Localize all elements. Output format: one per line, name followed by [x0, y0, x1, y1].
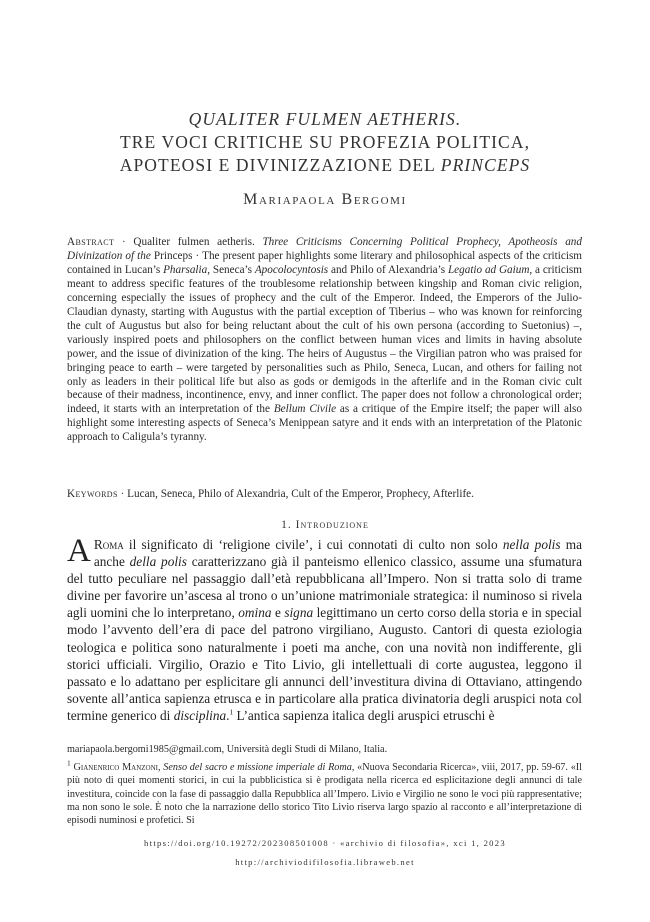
- keywords-label: Keywords: [67, 488, 118, 500]
- title-line-1: QUALITER FULMEN AETHERIS.: [188, 109, 462, 129]
- body-p2: nella polis: [502, 537, 561, 552]
- drop-cap: A: [67, 533, 91, 569]
- abstract-english-title: Three Criticisms Concerning Political Prophecy, Apotheosis and Divinization of the: [67, 236, 582, 262]
- abstract-t6: , Seneca’s: [207, 263, 255, 276]
- article-title: [60, 108, 590, 177]
- body-p3: ma anche: [93, 537, 582, 570]
- body-p9: legittimano un certo corso della storia e in special modo l’avvento dell’era di pace del patrono virgiliano, Augusto. Cantori di questa eziologia teologica e politica sono naturalmente i poeti ma anche, con una novità non indifferente, gli storici ufficiali. Virgilio, Orazio e Tito Livio, gli intellettuali di corte augustea, leggono il passato e lo adattano per esplicitare gli annunci dell’investitura divina di Ottaviano, attingendo sovente all’antica sapienza etrusca e in particolare alla pratica divinatoria degli aruspici nota col termine generico di: [67, 605, 582, 723]
- footnote-ref-1[interactable]: 1: [229, 707, 234, 717]
- abstract-t4: · The present paper highlights some literary and philosophical aspects of the criticism contained in Lucan’s: [67, 249, 583, 276]
- keywords: [67, 487, 582, 501]
- body-p12: L’antica sapienza italica degli aruspici etruschi è: [233, 707, 495, 723]
- title-line-3-text: APOTEOSI E DIVINIZZAZIONE DEL: [119, 155, 441, 175]
- body-p8: signa: [284, 605, 314, 621]
- contact-footnote: mariapaola.bergomi1985@gmail.com, Università degli Studi di Milano, Italia.: [67, 744, 388, 755]
- abstract-t8: and Philo of Alexandria’s: [328, 263, 448, 276]
- section-heading: 1. Introduzione: [281, 519, 369, 531]
- abstract-t12: as a critique of the Empire itself; the paper will also highlight some interesting aspects of Seneca’s Menippean satyre and it ends with an interpretation of the Platonic approach to Caligula’s tyranny.: [67, 403, 582, 444]
- footnote-1-title: Senso del sacro e missione imperiale di Roma: [163, 762, 352, 773]
- abstract-sep: ·: [114, 236, 134, 248]
- keywords-text: Lucan, Seneca, Philo of Alexandria, Cult of the Emperor, Prophecy, Afterlife.: [127, 488, 474, 500]
- title-line-2: TRE VOCI CRITICHE SU PROFEZIA POLITICA,: [119, 132, 531, 152]
- author-name: Mariapaola Bergomi: [243, 191, 407, 208]
- body-lead: Roma: [93, 537, 124, 552]
- abstract: [67, 236, 582, 445]
- journal-url[interactable]: http://archiviodifilosofia.libraweb.net: [235, 857, 415, 867]
- body-text: [67, 533, 582, 724]
- abstract-legatio: Legatio ad Gaium: [447, 263, 530, 276]
- keywords-sep: ·: [117, 488, 128, 500]
- title-princeps: PRINCEPS: [440, 155, 531, 175]
- body-p7: e: [271, 605, 285, 621]
- abstract-label: Abstract: [67, 236, 115, 248]
- title-line-3: [60, 154, 590, 177]
- footnote-1-author: Gianenrico Manzoni: [73, 762, 158, 773]
- body-p5: caratterizzano già il panteismo ellenico classico, assume una sfumatura del tutto peculiare nel passaggio dall’età repubblicana all’Impero. Non si tratta solo di trame divine per favorire un’ascesa al trono o un’unione matrimoniale strategica: il numinoso si rivela agli uomini che lo interpretano,: [67, 554, 582, 621]
- abstract-apocolocyntosis: Apocolocyntosis: [254, 263, 329, 276]
- doi-line[interactable]: https://doi.org/10.19272/202308501008 · «archivio di filosofia», xci 1, 2023: [144, 838, 506, 848]
- footnote-1: [67, 758, 583, 827]
- footnote-1-rest: , «Nuova Secondaria Ricerca», viii, 2017, pp. 59-67. «Il più noto di quei momenti storici, in cui la pubblicistica si è prodigata nella ricerca ed esplicitazione degli annunci di tale investitura, coincide con la fase di passaggio dalla Repubblica all’Impero. Livio e Virgilio ne sono le voci più rappresentative; ma non sono le sole. È noto che la narrazione dello storico Tito Livio riserva largo spazio al racconto e all’interpretazione di episodi numinosi e profetici. Si: [67, 762, 583, 827]
- body-p10: disciplina: [173, 707, 227, 723]
- abstract-t10: , a criticism meant to address specific features of the troublesome relationship between kingship and Roman civic religion, concerning especially the issues of prophecy and the cult of the Emperor. Indeed, the Emperors of the Julio-Claudian dynasty, starting with Augustus with the partial exception of Tiberius – who was known for reinforcing the cult of Augustus but also for being reluctant about the cult of his own persona (according to Suetonius) –, variously inspired poets and philosophers on the conflict between human vices and limits in having absolute power, and the issue of divinization of the king. The heirs of Augustus – the Virgilian patron who was praised for bringing peace to earth – were targeted by personalities such as Philo, Seneca, Lucan, and others for failing not only as leaders in their political life but also as gods or demigods in the afterlife and in the Roman civic cult because of their madness, incontinence, envy, and inner conflict. The paper does not follow a chronological order; indeed, it starts with an interpretation of the: [67, 263, 582, 416]
- body-p1: il significato di ‘religione civile’, i cui connotati di culto non solo: [123, 537, 503, 552]
- abstract-bellum-civile: Bellum Civile: [273, 403, 337, 416]
- footnote-1-number: 1: [67, 758, 71, 768]
- abstract-t1: Qualiter fulmen aetheris.: [133, 236, 263, 248]
- footnote-1-comma: ,: [157, 762, 164, 773]
- body-p6: omina: [238, 605, 272, 621]
- abstract-pharsalia: Pharsalia: [163, 263, 208, 276]
- body-p11: .: [226, 707, 230, 723]
- abstract-princeps: Princeps: [150, 249, 193, 262]
- body-p4: della polis: [129, 554, 187, 570]
